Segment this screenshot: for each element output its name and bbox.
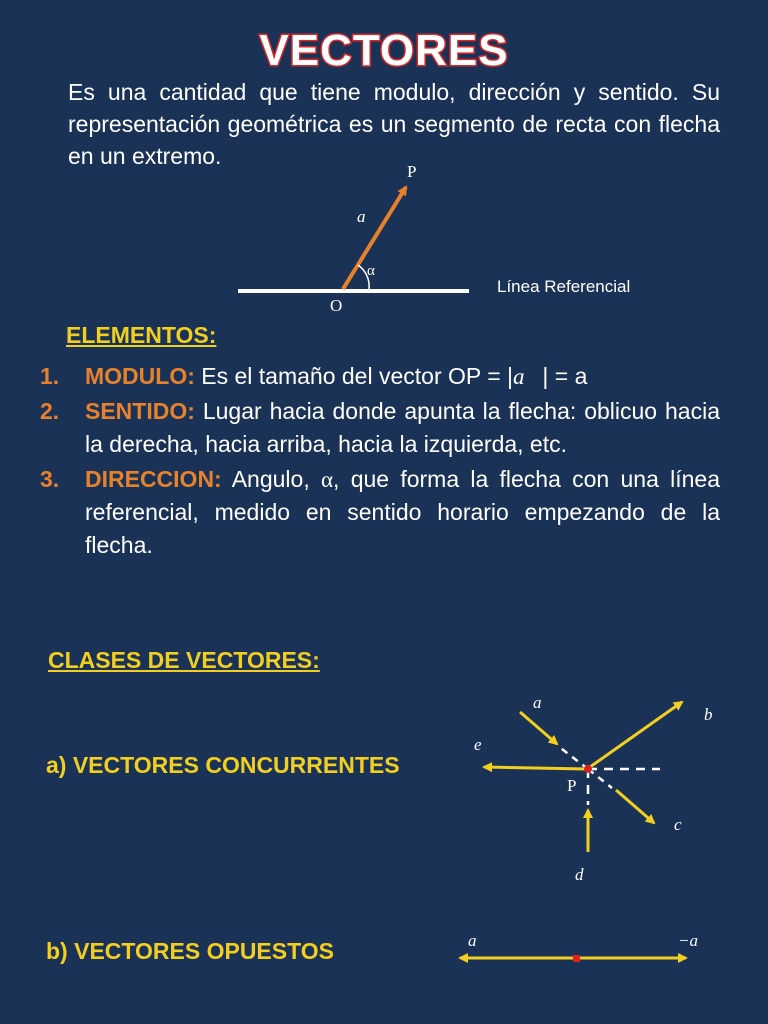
item-text: , que forma la flecha con una línea referencial, medido en sentido horario empezando de la flecha. [85,466,720,558]
point-p-dot [584,765,592,773]
vector-c-label: c⃗ [674,815,695,834]
vector-d-label: d⃗ [575,865,597,884]
item-keyword: MODULO: [85,363,195,389]
concurrent-vectors-label: a) VECTORES CONCURRENTES [46,752,400,778]
vector-b-arrow [590,702,682,767]
item-text: Lugar hacia donde apunta la flecha: oblicuo hacia la derecha, hacia arriba, hacia la izquierda, etc. [85,398,720,457]
elements-heading: ELEMENTOS: [66,322,217,348]
vector-c-arrow [616,790,654,823]
item-keyword: SENTIDO: [85,398,195,424]
intro-text: Es una cantidad que tiene modulo, dirección y sentido. Su representación geométrica es un segmento de recta con flecha en un extremo. [68,79,720,169]
vector-diagram [0,0,768,330]
item-text: Angulo, [221,466,321,492]
list-item [40,360,720,393]
point-p-label: P [407,162,417,181]
item-number: 2. [40,398,60,424]
elements-list [40,360,720,564]
vector-symbol: a⃗ [513,364,543,389]
vector-neg-a-label: −a⃗ [678,931,712,950]
vector-e-label: e⃗ [474,735,495,754]
item-number: 1. [40,363,60,389]
vector-e-arrow [484,767,586,769]
item-text: | = a [542,363,588,389]
item-text: Es el tamaño del vector OP = | [194,363,514,389]
point-o-label: O [330,296,343,315]
concurrent-vectors-diagram [440,680,740,890]
vector-a-arrow [520,712,557,744]
vector-b-label: b⃗ [704,705,726,724]
angle-alpha-label: α [367,263,375,279]
vector-a-label: a⃗ [533,693,555,712]
classes-heading: CLASES DE VECTORES: [48,647,320,673]
origin-point [573,955,580,962]
point-p-label: P [567,776,577,795]
page-title: VECTORES [259,26,509,75]
dashed-extension [558,746,588,769]
list-item [40,463,720,562]
opposite-vectors-label: b) VECTORES OPUESTOS [46,938,334,964]
vector-a-label: a⃗ [357,207,379,226]
reference-line-label: Línea Referencial [497,277,631,296]
dashed-extension [588,769,612,788]
item-keyword: DIRECCION: [85,466,222,492]
alpha-symbol: α [320,467,334,492]
opposite-vectors-diagram [440,920,740,980]
item-number: 3. [40,466,60,492]
vector-a-label: a⃗ [468,931,490,950]
list-item [40,395,720,461]
